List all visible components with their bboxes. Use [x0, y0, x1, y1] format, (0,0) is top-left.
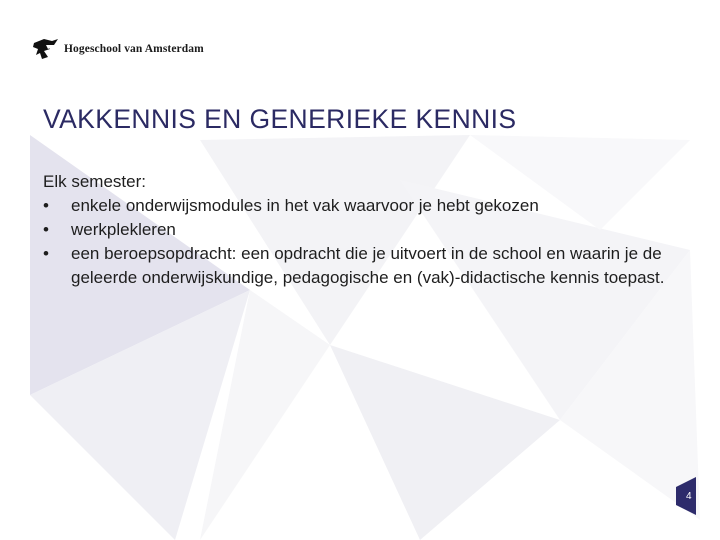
bullet-text: werkplekleren [71, 220, 176, 239]
bullet-list [43, 194, 683, 290]
list-item [43, 242, 683, 290]
bullet-marker: • [43, 196, 49, 215]
page-number: 4 [686, 491, 692, 502]
institution-logo [32, 36, 204, 62]
bullet-text: enkele onderwijsmodules in het vak waarvoor je hebt gekozen [71, 196, 539, 215]
bullet-marker: • [43, 220, 49, 239]
intro-text: Elk semester: [43, 172, 146, 191]
hva-griffin-icon [32, 37, 60, 61]
slide-body [43, 170, 683, 290]
slide-title: VAKKENNIS EN GENERIEKE KENNIS [43, 104, 517, 134]
bullet-marker: • [43, 244, 49, 263]
list-item [43, 194, 683, 218]
bullet-text: een beroepsopdracht: een opdracht die je uitvoert in de school en waarin je de geleerde onderwijskundige, pedagogische en (vak)-didactische kennis toepast. [71, 244, 665, 287]
list-item [43, 218, 683, 242]
institution-name: Hogeschool van Amsterdam [64, 43, 204, 55]
